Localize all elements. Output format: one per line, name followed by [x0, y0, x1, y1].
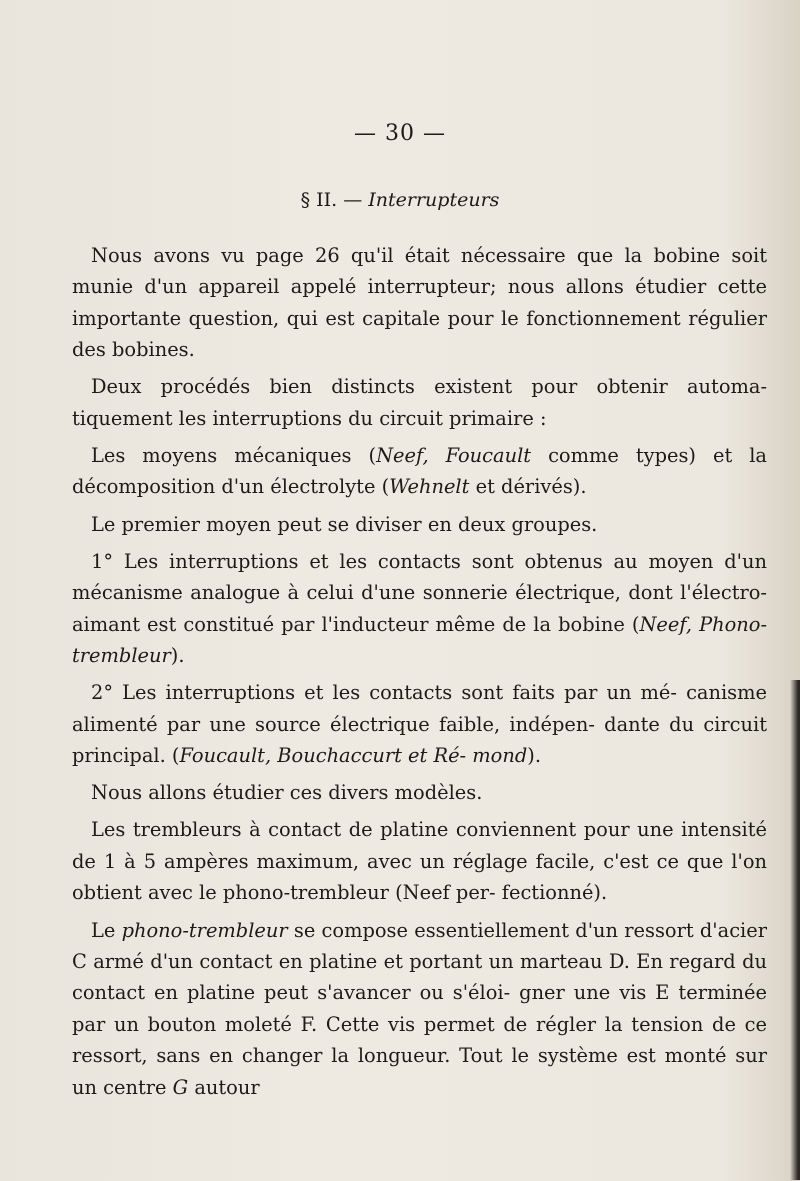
text-run: comme types) et la: [531, 444, 767, 468]
text-run: Le: [91, 918, 122, 942]
paragraph-6: [72, 677, 767, 771]
text-run: dante du circuit principal. (: [72, 712, 767, 768]
text-line: permet de régler la tension de ce ressort, sans en changer la: [72, 1012, 767, 1068]
italic-run: Neef, Foucault: [376, 444, 532, 468]
text-line: soit munie d'un appareil appelé interrupteur; nous allons: [72, 244, 767, 299]
page-edge-shadow: [790, 680, 800, 1180]
text-run: Les moyens mécaniques (: [91, 444, 377, 468]
text-line: fonctionnement régulier des bobines.: [72, 306, 767, 362]
text-run: et dérivés).: [469, 475, 587, 499]
text-run: longueur. Tout le système est monté sur un centre: [72, 1044, 767, 1099]
text-line: Deux procédés bien distincts existent pour obtenir automa-: [91, 375, 767, 399]
text-line: Nous avons vu page 26 qu'il était nécessaire que la bobine: [91, 244, 721, 267]
paragraph-5: [72, 546, 767, 672]
section-heading: [0, 189, 800, 211]
paragraph-3: [72, 440, 767, 503]
text-line: canisme alimenté par une source électrique faible, indépen-: [72, 681, 767, 736]
paragraph-4: Le premier moyen peut se diviser en deux groupes.: [91, 512, 598, 536]
paragraph-8: [72, 814, 767, 908]
paragraph-9: [72, 915, 767, 1103]
italic-run: Neef, Phono-trembleur: [72, 612, 767, 668]
page-number: — 30 —: [354, 121, 446, 146]
text-run: autour: [188, 1075, 260, 1099]
text-line: c'est ce que l'on obtient avec le phono-trembleur (Neef per-: [72, 849, 767, 905]
body-text: [72, 240, 767, 1103]
italic-run: G: [172, 1075, 189, 1099]
text-line: dont l'électro-aimant est constitué par l'inducteur même de: [72, 581, 767, 636]
text-line: D. En regard du contact en platine peut s'avancer ou s'éloi-: [72, 949, 767, 1005]
text-line: d'acier C armé d'un contact en platine et portant un marteau: [72, 918, 768, 973]
section-title: Interrupteurs: [368, 189, 500, 211]
text-line: étudier cette importante question, qui est capitale pour le: [72, 275, 767, 330]
text-line: gner une vis E terminée par un bouton moleté F. Cette vis: [72, 981, 767, 1036]
paragraph-1: [72, 240, 767, 366]
text-line: 2° Les interruptions et les contacts sont faits par un mé-: [91, 681, 677, 705]
text-line: Les trembleurs à contact de platine conviennent pour une: [91, 818, 674, 842]
text-run: ).: [527, 744, 541, 768]
italic-run: Foucault, Bouchaccurt et Ré-: [179, 744, 467, 768]
text-run: décomposition d'un électrolyte (: [72, 475, 390, 499]
text-run: la bobine (: [533, 612, 640, 636]
text-line: tiquement les interruptions du circuit primaire :: [72, 406, 547, 430]
paragraph-2: [72, 371, 767, 434]
section-number: § II. —: [300, 189, 369, 211]
text-line: fectionné).: [501, 881, 608, 905]
paragraph-7: Nous allons étudier ces divers modèles.: [91, 781, 483, 805]
text-run: se compose essentiellement d'un ressort: [287, 918, 694, 942]
italic-run: phono-trembleur: [121, 918, 288, 942]
italic-run: mond: [472, 744, 528, 768]
text-line: d'un mécanisme analogue à celui d'une sonnerie électrique,: [72, 549, 767, 605]
text-run: ).: [170, 644, 185, 668]
italic-run: Wehnelt: [389, 475, 470, 499]
text-line: 1° Les interruptions et les contacts sont obtenus au moyen: [91, 549, 714, 573]
text-line: intensité de 1 à 5 ampères maximum, avec un réglage facile,: [72, 818, 767, 873]
